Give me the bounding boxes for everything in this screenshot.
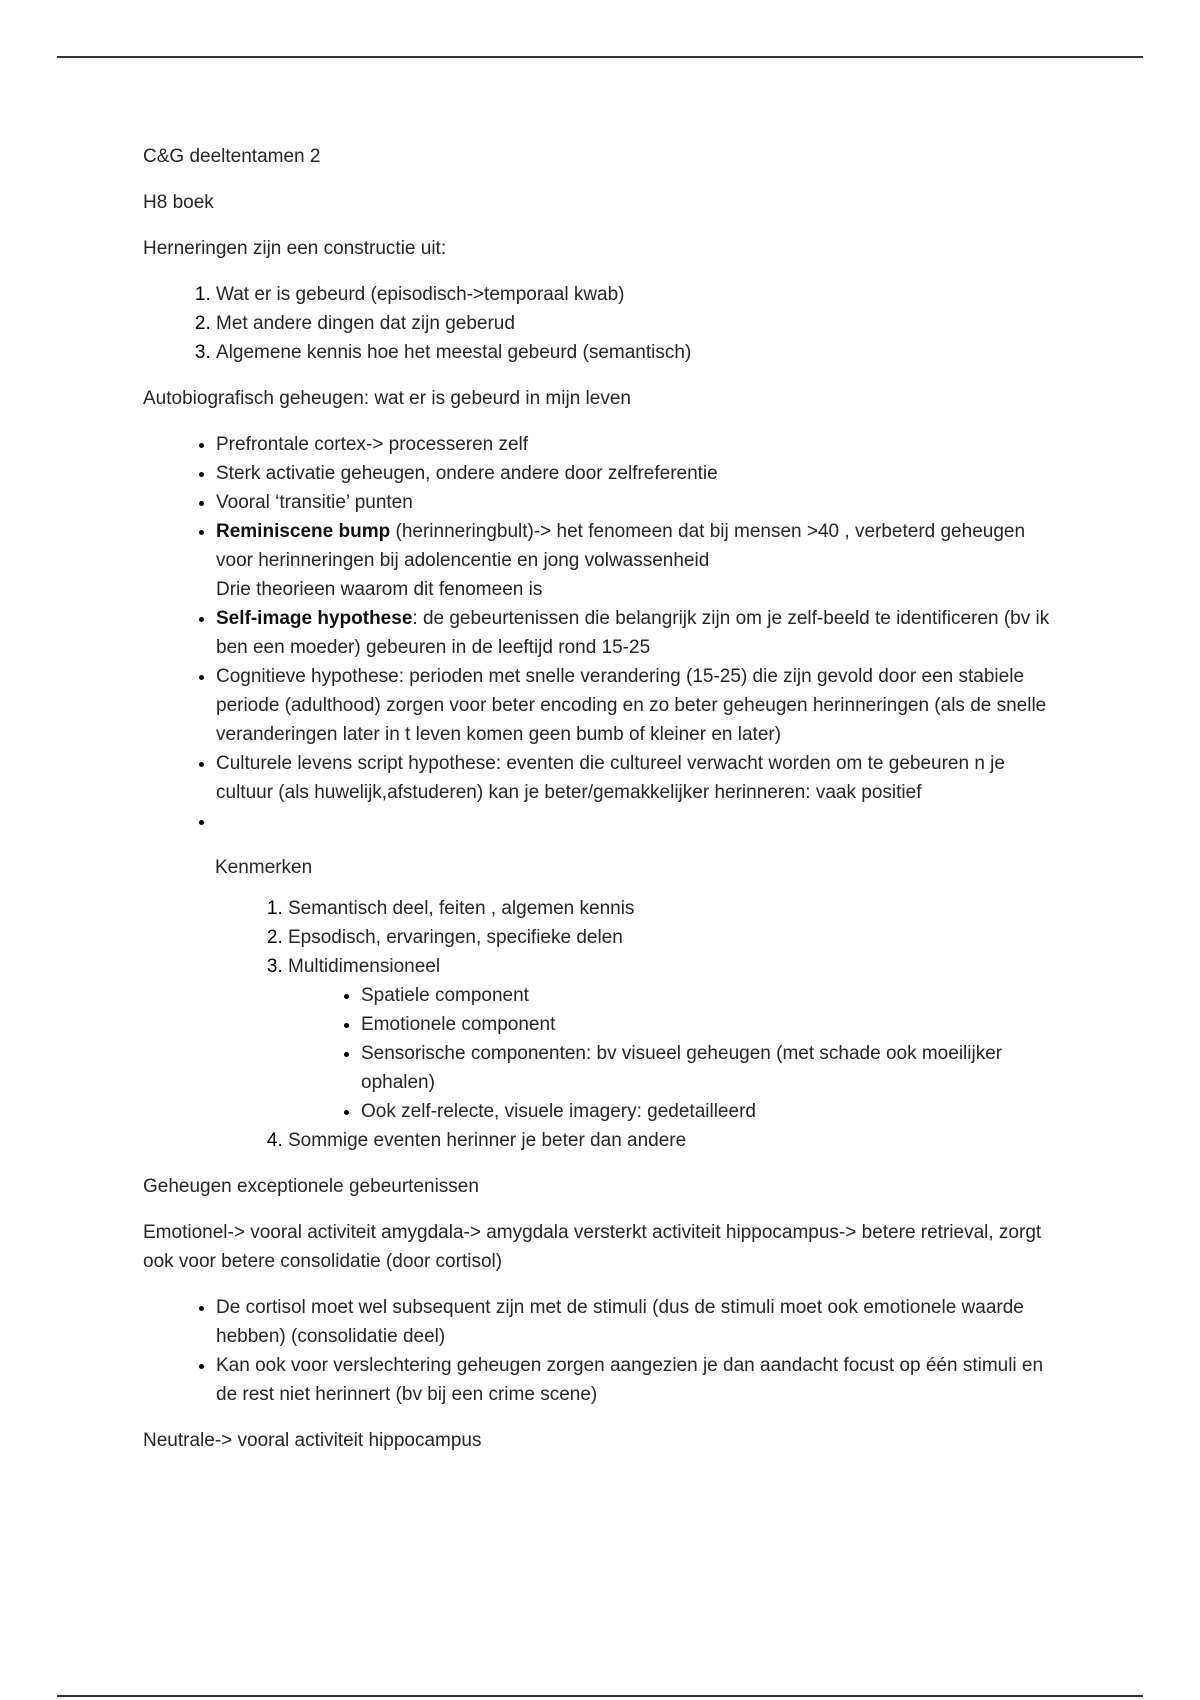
kenmerken-heading: Kenmerken — [215, 857, 313, 878]
list-item: • Kan ook voor verslechtering geheugen zorgen aangezien je dan aandacht focust op één stimuli en de rest niet herinnert (bv bij een crime scene) — [216, 1351, 1063, 1409]
list-item: 2. Epsodisch, ervaringen, specifieke delen — [288, 923, 1063, 952]
header-rule — [57, 56, 1143, 58]
list-item: • Spatiele component — [361, 981, 1063, 1010]
list-item: 4. Sommige eventen herinner je beter dan andere — [288, 1126, 1063, 1155]
list-item: 3. Algemene kennis hoe het meestal gebeurd (semantisch) — [216, 338, 1063, 367]
list-item: • De cortisol moet wel subsequent zijn met de stimuli (dus de stimuli moet ook emotionele waarde hebben) (consolidatie deel) — [216, 1293, 1063, 1351]
neutral-paragraph: Neutrale-> vooral activiteit hippocampus — [143, 1430, 482, 1451]
list-item: 2. Met andere dingen dat zijn geberud — [216, 309, 1063, 338]
self-image-term: Self-image hypothese — [216, 608, 413, 629]
self-image-text: : de gebeurtenissen die belangrijk zijn om je zelf-beeld te identificeren (bv ik ben een moeder) gebeuren in de leeftijd rond 15-25 — [216, 608, 1050, 658]
list-item: • Ook zelf-relecte, visuele imagery: gedetailleerd — [361, 1097, 1063, 1126]
list-item: • Sterk activatie geheugen, ondere andere door zelfreferentie — [216, 459, 1063, 488]
footer-rule — [57, 1695, 1143, 1697]
intro-paragraph: Herneringen zijn een constructie uit: — [143, 238, 447, 259]
autobiographical-heading: Autobiografisch geheugen: wat er is gebeurd in mijn leven — [143, 388, 631, 409]
document-body — [143, 142, 1063, 1472]
theories-line: Drie theorieen waarom dit fenomeen is — [216, 579, 543, 600]
kenmerken-list — [143, 894, 1063, 1155]
list-item — [288, 952, 1063, 1126]
exceptional-heading: Geheugen exceptionele gebeurtenissen — [143, 1176, 479, 1197]
list-item: • Cognitieve hypothese: perioden met snelle verandering (15-25) die zijn gevold door een stabiele periode (adulthood) zorgen voor beter encoding en zo beter geheugen herinneringen (als de snelle veranderingen later in t leven komen geen bumb of kleiner en later) — [216, 662, 1063, 749]
reminiscence-bump-text: (herinneringbult)-> het fenomeen dat bij mensen >40 , verbeterd geheugen voor herinneringen bij adolencentie en jong volwassenheid — [216, 521, 1026, 571]
list-item: • Emotionele component — [361, 1010, 1063, 1039]
autobiographical-bullets — [143, 430, 1063, 836]
reminiscence-bump-term: Reminiscene bump — [216, 521, 391, 542]
document-title: C&G deeltentamen 2 — [143, 146, 321, 167]
empty-list-item — [216, 807, 1063, 836]
list-item — [216, 517, 1063, 604]
list-item: • Culturele levens script hypothese: eventen die cultureel verwacht worden om te gebeuren n je cultuur (als huwelijk,afstuderen) kan je beter/gemakkelijker herinneren: vaak positief — [216, 749, 1063, 807]
multidimensional-label: Multidimensioneel — [288, 956, 441, 977]
construction-list — [143, 280, 1063, 367]
multidimensional-sublist — [288, 981, 1063, 1126]
emotional-bullets — [143, 1293, 1063, 1409]
list-item: 1. Semantisch deel, feiten , algemen kennis — [288, 894, 1063, 923]
list-item — [216, 604, 1063, 662]
list-item: • Vooral ‘transitie’ punten — [216, 488, 1063, 517]
emotional-paragraph: Emotionel-> vooral activiteit amygdala-> amygdala versterkt activiteit hippocampus-> betere retrieval, zorgt ook voor betere consolidatie (door cortisol) — [143, 1222, 1042, 1272]
chapter-label: H8 boek — [143, 192, 214, 213]
list-item: 1. Wat er is gebeurd (episodisch->temporaal kwab) — [216, 280, 1063, 309]
list-item: • Prefrontale cortex-> processeren zelf — [216, 430, 1063, 459]
list-item: • Sensorische componenten: bv visueel geheugen (met schade ook moeilijker ophalen) — [361, 1039, 1063, 1097]
